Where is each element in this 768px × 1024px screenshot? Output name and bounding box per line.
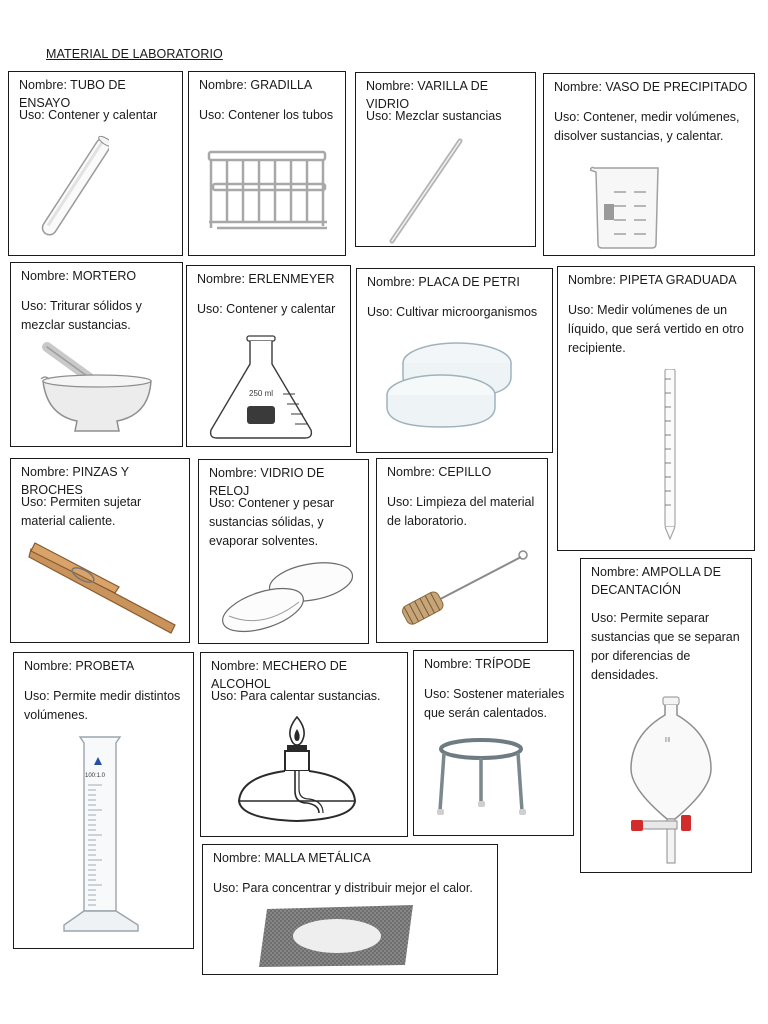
wooden-tongs-icon — [27, 539, 179, 637]
card-use: Uso: Cultivar microorganismos — [367, 305, 538, 319]
graduated-pipette-icon — [660, 369, 680, 541]
card-name: Nombre: TRÍPODE — [424, 657, 531, 671]
card-use: Uso: Contener y calentar — [19, 108, 158, 122]
card-use: Uso: Contener y calentar — [197, 302, 336, 316]
wire-gauze-icon — [257, 905, 417, 969]
card-name: Nombre: ERLENMEYER — [197, 272, 335, 286]
glass-rod-icon — [386, 137, 466, 245]
graduated-cylinder-icon — [58, 735, 144, 933]
erlenmeyer-flask-icon — [207, 334, 323, 442]
card-tube-brush — [376, 458, 548, 643]
card-name: Nombre: VIDRIO DE RELOJ — [209, 466, 325, 498]
tube-brush-icon — [401, 545, 531, 629]
card-use: Uso: Triturar sólidos y mezclar sustancias. — [21, 299, 142, 332]
card-name: Nombre: VASO DE PRECIPITADO — [554, 80, 748, 94]
card-name: Nombre: VARILLA DE VIDRIO — [366, 79, 489, 111]
petri-dish-icon — [385, 333, 517, 433]
card-use: Uso: Contener los tubos — [199, 108, 334, 122]
card-use: Uso: Permite medir distintos volúmenes. — [24, 689, 181, 722]
mortar-icon — [39, 341, 155, 437]
card-mortar — [10, 262, 183, 447]
card-use: Uso: Limpieza del material de laboratorio. — [387, 495, 535, 528]
card-name: Nombre: MALLA METÁLICA — [213, 851, 371, 865]
card-name: Nombre: CEPILLO — [387, 465, 492, 479]
alcohol-burner-icon — [235, 715, 359, 829]
card-use: Uso: Permiten sujetar material caliente. — [21, 495, 142, 528]
test-tube-rack-icon — [205, 148, 333, 232]
card-use: Uso: Medir volúmenes de un líquido, que será vertido en otro recipiente. — [568, 303, 744, 355]
card-use: Uso: Para concentrar y distribuir mejor el calor. — [213, 881, 473, 895]
card-petri-dish — [356, 268, 553, 453]
card-alcohol-burner — [200, 652, 408, 837]
card-name: Nombre: AMPOLLA DE DECANTACIÓN — [591, 565, 721, 597]
flask-label: 250 ml — [249, 389, 274, 398]
card-use: Uso: Contener, medir volúmenes, disolver sustancias, y calentar. — [554, 110, 740, 143]
card-name: Nombre: PLACA DE PETRI — [367, 275, 520, 289]
card-use: Uso: Mezclar sustancias — [366, 109, 502, 123]
card-test-tube — [8, 71, 183, 256]
svg-text:||||: |||| — [665, 737, 671, 743]
card-use: Uso: Permite separar sustancias que se separan por diferencias de densidades. — [591, 611, 740, 682]
card-wooden-tongs — [10, 458, 190, 643]
card-test-tube-rack — [188, 71, 346, 256]
card-name: Nombre: MORTERO — [21, 269, 137, 283]
card-name: Nombre: PROBETA — [24, 659, 135, 673]
watch-glass-icon — [219, 558, 357, 634]
card-name: Nombre: MECHERO DE ALCOHOL — [211, 659, 348, 691]
card-name: Nombre: TUBO DE ENSAYO — [19, 78, 126, 110]
card-separatory-funnel — [580, 558, 752, 873]
card-tripod — [413, 650, 574, 836]
card-glass-rod — [355, 72, 536, 247]
card-erlenmeyer — [186, 265, 351, 447]
page-title: MATERIAL DE LABORATORIO — [46, 47, 223, 61]
beaker-icon — [590, 164, 664, 250]
card-use: Uso: Sostener materiales que serán calentados. — [424, 687, 565, 720]
card-graduated-pipette — [557, 266, 755, 551]
card-name: Nombre: PINZAS Y BROCHES — [21, 465, 129, 497]
card-name: Nombre: PIPETA GRADUADA — [568, 273, 737, 287]
card-use: Uso: Contener y pesar sustancias sólidas, y evaporar solventes. — [209, 496, 335, 548]
card-use: Uso: Para calentar sustancias. — [211, 689, 381, 703]
tripod-icon — [434, 737, 528, 819]
card-beaker — [543, 73, 755, 256]
separatory-funnel-icon — [629, 695, 715, 867]
svg-text:100:1.0: 100:1.0 — [85, 773, 106, 779]
card-graduated-cylinder — [13, 652, 194, 949]
card-wire-gauze — [202, 844, 498, 975]
card-name: Nombre: GRADILLA — [199, 78, 313, 92]
test-tube-icon — [39, 130, 109, 250]
card-watch-glass — [198, 459, 369, 644]
